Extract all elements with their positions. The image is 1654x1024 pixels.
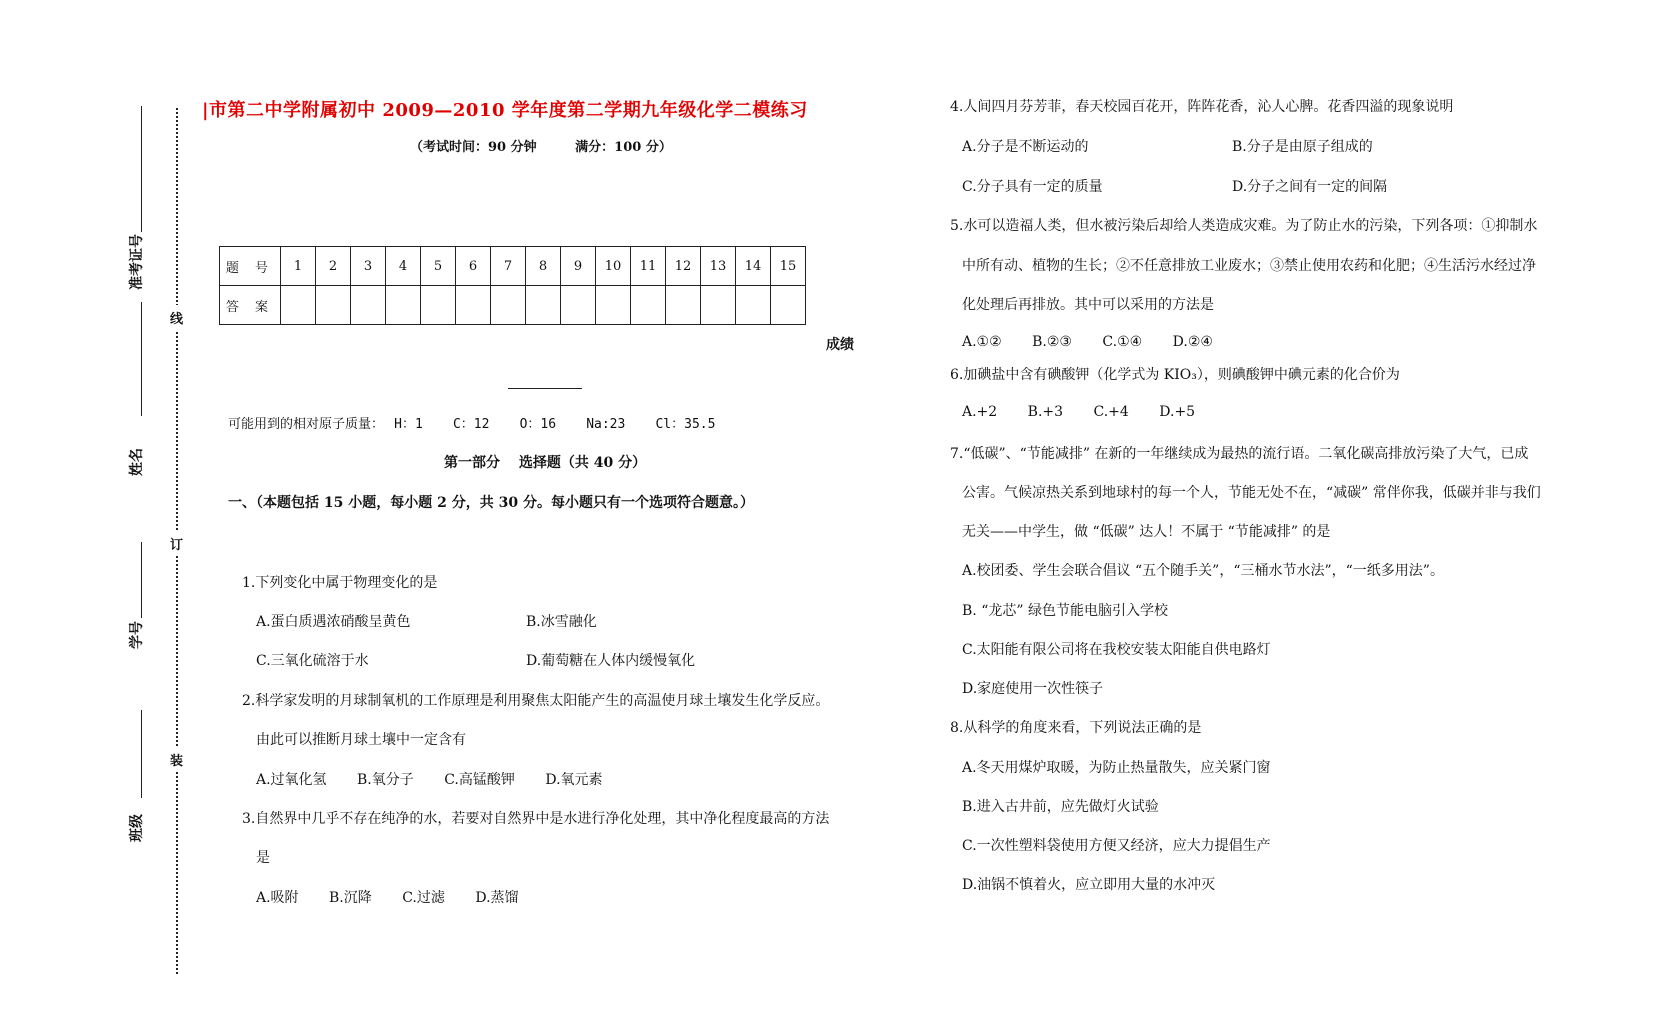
question-6-option-c: C.+4: [1093, 404, 1129, 420]
question-6-option-b: B.+3: [1027, 404, 1064, 420]
answer-cell[interactable]: [421, 286, 456, 325]
question-number-cell: 4: [386, 247, 421, 286]
question-number-cell: 2: [316, 247, 351, 286]
answer-cell[interactable]: [771, 286, 806, 325]
question-3-options: [256, 887, 545, 907]
section-instructions: 一、（本题包括 15 小题，每小题 2 分，共 30 分。每小题只有一个选项符合题意。）: [228, 495, 754, 511]
student-number-label: 学号: [129, 621, 145, 649]
question-3-stem: 3.自然界中几乎不存在纯净的水，若要对自然界中是水进行净化处理，其中净化程度最高的方法: [242, 811, 830, 827]
question-4-option-a: A.分子是不断运动的: [962, 139, 1089, 155]
question-7-option-d: D.家庭使用一次性筷子: [962, 681, 1104, 697]
question-5-option-a: A.①②: [962, 334, 1002, 350]
atomic-mass-label: 可能用到的相对原子质量：: [228, 417, 385, 432]
question-7-stem: 7.“低碳”、“节能减排” 在新的一年继续成为最热的流行语。二氧化碳高排放污染了大气，已成: [950, 446, 1529, 462]
atomic-mass-item: H：1: [394, 417, 423, 432]
question-2-stem: 2.科学家发明的月球制氧机的工作原理是利用聚焦太阳能产生的高温使月球土壤发生化学反应。: [242, 693, 830, 709]
question-1-option-a: A.蛋白质遇浓硝酸呈黄色: [256, 614, 411, 630]
question-5-stem-cont: 中所有动、植物的生长；②不任意排放工业废水；③禁止使用农药和化肥；④生活污水经过净: [962, 258, 1536, 274]
exam-total-score: 满分：100 分）: [575, 140, 672, 155]
part-title: 第一部分: [444, 455, 500, 471]
answer-table: [219, 246, 806, 325]
answer-cell[interactable]: [631, 286, 666, 325]
binding-mark-ding: 订: [170, 531, 183, 556]
question-6-options: [962, 404, 1221, 420]
question-number-cell: 15: [771, 247, 806, 286]
question-number-cell: 9: [561, 247, 596, 286]
question-3-option-a: A.吸附: [256, 890, 299, 906]
question-2-option-b: B.氧分子: [357, 772, 414, 788]
binding-line-3: [141, 542, 142, 618]
answer-cell[interactable]: [456, 286, 491, 325]
question-number-cell: 3: [351, 247, 386, 286]
question-2-option-d: D.氧元素: [545, 772, 603, 788]
question-5-option-d: D.②④: [1172, 334, 1213, 350]
part-subtitle: 选择题（共 40 分）: [518, 455, 647, 471]
answer-cell[interactable]: [281, 286, 316, 325]
atomic-mass-item: O：16: [519, 417, 557, 432]
table-row-label: 答 案: [220, 286, 281, 325]
answer-cell[interactable]: [386, 286, 421, 325]
answer-cell[interactable]: [736, 286, 771, 325]
answer-table-answer-row: [220, 286, 806, 325]
exam-title: |市第二中学附属初中 2009—2010 学年度第二学期九年级化学二模练习: [202, 100, 808, 121]
question-5-option-c: C.①④: [1102, 334, 1143, 350]
answer-cell[interactable]: [666, 286, 701, 325]
question-1-option-c: C.三氧化硫溶于水: [256, 653, 369, 669]
question-1-option-d: D.葡萄糖在人体内缓慢氧化: [526, 653, 696, 669]
question-number-cell: 7: [491, 247, 526, 286]
answer-cell[interactable]: [491, 286, 526, 325]
question-6-stem: 6.加碘盐中含有碘酸钾（化学式为 KIO₃），则碘酸钾中碘元素的化合价为: [950, 367, 1400, 383]
answer-cell[interactable]: [526, 286, 561, 325]
question-number-cell: 13: [701, 247, 736, 286]
table-row-label: 题 号: [220, 247, 281, 286]
exam-number-label: 准考证号: [129, 234, 145, 290]
answer-cell[interactable]: [596, 286, 631, 325]
question-8-option-d: D.油锅不慎着火，应立即用大量的水冲灭: [962, 877, 1216, 893]
question-6-option-d: D.+5: [1159, 404, 1196, 420]
binding-line-4: [141, 710, 142, 798]
binding-mark-zhuang: 装: [170, 747, 183, 772]
binding-line-1: [141, 106, 142, 232]
question-1-option-b: B.冰雪融化: [526, 614, 597, 630]
question-7-option-a: A.校团委、学生会联合倡议 “五个随手关”，“三桶水节水法”，“一纸多用法”。: [962, 563, 1444, 579]
question-2-option-c: C.高锰酸钾: [444, 772, 515, 788]
binding-mark-xian: 线: [170, 305, 183, 330]
name-label: 姓名: [129, 448, 145, 476]
question-4-option-b: B.分子是由原子组成的: [1232, 139, 1373, 155]
question-8-stem: 8.从科学的角度来看，下列说法正确的是: [950, 720, 1202, 736]
exam-time: （考试时间：90 分钟: [410, 140, 537, 155]
question-7-stem-cont: 公害。气候凉热关系到地球村的每一个人，节能无处不在，“减碳” 常伴你我，低碳并非与我们: [962, 485, 1541, 501]
question-7-option-c: C.太阳能有限公司将在我校安装太阳能自供电路灯: [962, 642, 1271, 658]
question-number-cell: 14: [736, 247, 771, 286]
score-blank-line[interactable]: [508, 388, 582, 389]
score-label: 成绩: [826, 337, 854, 353]
question-number-cell: 6: [456, 247, 491, 286]
question-3-option-d: D.蒸馏: [475, 890, 519, 906]
question-2-options: [256, 769, 629, 789]
question-3-option-c: C.过滤: [402, 890, 445, 906]
answer-cell[interactable]: [316, 286, 351, 325]
atomic-mass-line: [228, 413, 741, 432]
question-number-cell: 12: [666, 247, 701, 286]
question-5-stem: 5.水可以造福人类，但水被污染后却给人类造成灾难。为了防止水的污染，下列各项：①抑制水: [950, 218, 1538, 234]
question-4-option-d: D.分子之间有一定的间隔: [1232, 179, 1388, 195]
question-7-option-b: B. “龙芯” 绿色节能电脑引入学校: [962, 603, 1168, 619]
question-6-option-a: A.+2: [962, 404, 998, 420]
class-label: 班级: [129, 814, 145, 842]
question-number-cell: 5: [421, 247, 456, 286]
question-5-option-b: B.②③: [1032, 334, 1072, 350]
question-number-cell: 8: [526, 247, 561, 286]
answer-table-number-row: [220, 247, 806, 286]
atomic-mass-item: C：12: [452, 417, 490, 432]
answer-cell[interactable]: [701, 286, 736, 325]
answer-cell[interactable]: [561, 286, 596, 325]
question-1-stem: 1.下列变化中属于物理变化的是: [242, 575, 438, 591]
question-3-stem-cont: 是: [256, 850, 270, 866]
answer-cell[interactable]: [351, 286, 386, 325]
question-4-stem: 4.人间四月芬芳菲，春天校园百花开，阵阵花香，沁人心脾。花香四溢的现象说明: [950, 99, 1454, 115]
question-2-stem-cont: 由此可以推断月球土壤中一定含有: [256, 732, 466, 748]
question-number-cell: 1: [281, 247, 316, 286]
part-heading: [444, 452, 660, 472]
exam-subtitle: [410, 136, 706, 155]
binding-line-2: [141, 302, 142, 416]
question-number-cell: 11: [631, 247, 666, 286]
question-2-option-a: A.过氧化氢: [256, 772, 327, 788]
question-4-option-c: C.分子具有一定的质量: [962, 179, 1103, 195]
atomic-mass-item: Na:23: [586, 417, 626, 432]
question-5-stem-cont2: 化处理后再排放。其中可以采用的方法是: [962, 297, 1214, 313]
question-3-option-b: B.沉降: [329, 890, 372, 906]
question-number-cell: 10: [596, 247, 631, 286]
question-8-option-b: B.进入古井前，应先做灯火试验: [962, 799, 1159, 815]
question-7-stem-cont2: 无关——中学生，做 “低碳” 达人！不属于 “节能减排” 的是: [962, 524, 1331, 540]
question-8-option-a: A.冬天用煤炉取暖，为防止热量散失，应关紧门窗: [962, 760, 1271, 776]
question-8-option-c: C.一次性塑料袋使用方便又经济，应大力提倡生产: [962, 838, 1271, 854]
question-5-options: [962, 334, 1239, 350]
atomic-mass-item: Cl：35.5: [655, 417, 716, 432]
